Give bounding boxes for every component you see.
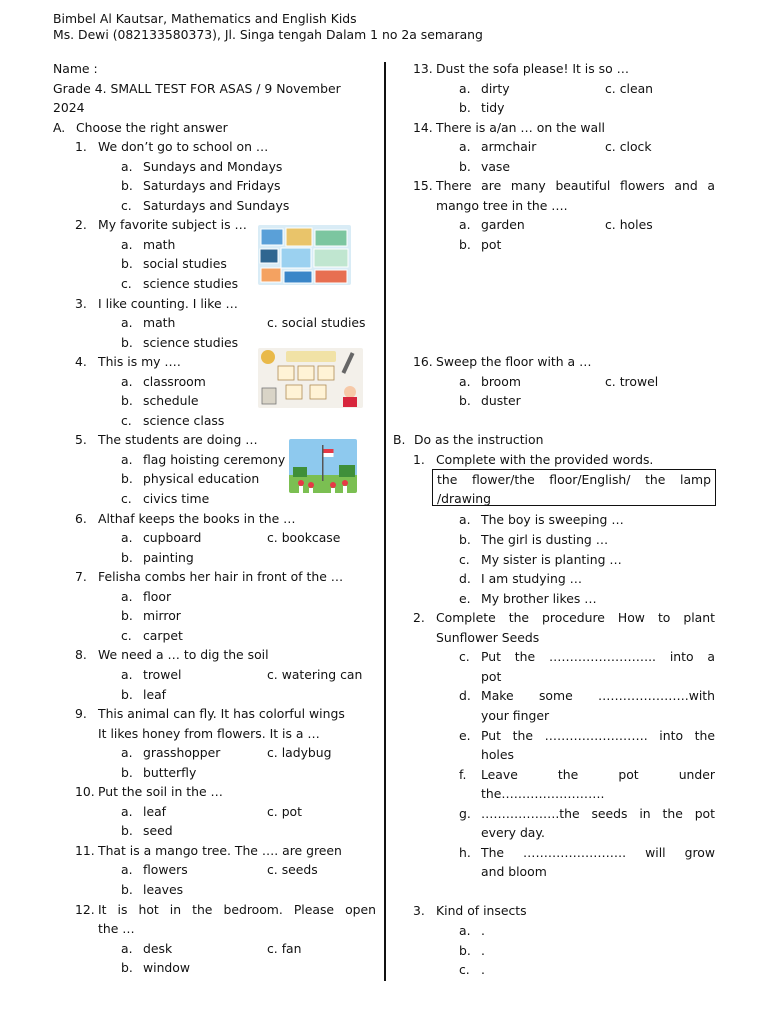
step-letter: c. <box>459 649 470 665</box>
option <box>53 821 376 841</box>
option-letter: b. <box>121 960 133 976</box>
option-text: tidy <box>481 100 505 116</box>
question-text: We don’t go to school on … <box>98 139 269 155</box>
option-letter: a. <box>121 530 133 546</box>
question-text: There are many beautiful flowers and a <box>436 178 715 194</box>
option-letter: a. <box>121 158 133 174</box>
option-text: civics time <box>143 491 210 507</box>
option-letter: c. <box>121 276 132 292</box>
option-text: seed <box>143 823 173 839</box>
question-10 <box>53 782 376 802</box>
option-c: c. pot <box>267 803 302 819</box>
option-c: c. social studies <box>267 315 366 331</box>
question-number: 2. <box>413 610 425 626</box>
question-number: 2. <box>75 217 87 233</box>
item-text: . <box>481 962 485 978</box>
question-text: My favorite subject is … <box>98 217 247 233</box>
item-letter: d. <box>459 571 471 587</box>
classroom-subjects-icon <box>258 225 351 285</box>
header-line-1: Bimbel Al Kautsar, Mathematics and English Kids <box>53 11 357 26</box>
option-text: Sundays and Mondays <box>143 158 283 174</box>
option <box>53 528 376 548</box>
option-text: science studies <box>143 276 239 292</box>
option-letter: b. <box>121 178 133 194</box>
option-text: social studies <box>143 256 227 272</box>
option-text: physical education <box>143 471 260 487</box>
option-letter: a. <box>121 315 133 331</box>
item-text: . <box>481 942 485 958</box>
procedure-step <box>393 765 715 785</box>
option <box>53 665 376 685</box>
question-11 <box>53 841 376 861</box>
option-letter: a. <box>459 139 471 155</box>
grade-title-year: 2024 <box>53 100 85 116</box>
step-letter: f. <box>459 766 467 782</box>
option <box>53 606 376 626</box>
option-letter: b. <box>121 686 133 702</box>
option <box>53 685 376 705</box>
step-text: Put the ……………………. into the <box>481 727 715 743</box>
option-c: c. clean <box>605 80 654 96</box>
question-number: 13. <box>413 61 433 76</box>
question-number: 1. <box>75 139 87 155</box>
option-letter: b. <box>459 158 471 174</box>
option-c: c. holes <box>605 217 653 233</box>
option-letter: a. <box>121 666 133 682</box>
question-number: 12. <box>75 901 95 917</box>
option-letter: a. <box>121 940 133 956</box>
item-text: I am studying … <box>481 571 583 587</box>
option-letter: a. <box>459 217 471 233</box>
option-text: flowers <box>143 862 188 878</box>
option <box>53 763 376 783</box>
insect-item <box>393 921 715 941</box>
option <box>393 372 715 392</box>
option-text: leaf <box>143 686 167 702</box>
step-text: ……………….the seeds in the pot <box>481 805 715 821</box>
option-text: duster <box>481 393 521 409</box>
option-c: c. fan <box>267 940 302 956</box>
question-13 <box>393 59 715 79</box>
option-text: butterfly <box>143 764 197 780</box>
option <box>53 626 376 646</box>
option-letter: a. <box>121 236 133 252</box>
option-text: broom <box>481 373 521 389</box>
question-number: 8. <box>75 647 87 663</box>
option <box>53 587 376 607</box>
b-part-2 <box>393 608 715 628</box>
question-14 <box>393 118 715 138</box>
option-letter: b. <box>121 823 133 839</box>
section-letter: A. <box>53 119 66 135</box>
question-number: 3. <box>413 903 425 919</box>
step-text-cont: pot <box>481 668 502 684</box>
section-title: Do as the instruction <box>414 432 544 448</box>
option-text: grasshopper <box>143 745 221 761</box>
option-text: classroom <box>143 373 206 389</box>
option-c: c. seeds <box>267 862 318 878</box>
schedule-board-icon <box>258 348 363 408</box>
question-text: Complete the procedure How to plant <box>436 610 715 626</box>
option <box>393 391 715 411</box>
question-6 <box>53 509 376 529</box>
question-text-cont: the … <box>98 921 135 937</box>
section-title: Choose the right answer <box>76 119 228 135</box>
question-number: 5. <box>75 432 87 448</box>
procedure-step <box>393 843 715 863</box>
option-text: science studies <box>143 334 239 350</box>
question-number: 15. <box>413 178 433 194</box>
question-number: 3. <box>75 295 87 311</box>
option-letter: a. <box>121 373 133 389</box>
question-text: Felisha combs her hair in front of the … <box>98 569 344 585</box>
option-letter: b. <box>121 608 133 624</box>
procedure-step <box>393 686 715 706</box>
option <box>53 860 376 880</box>
option-letter: b. <box>459 236 471 252</box>
option-text: cupboard <box>143 530 202 546</box>
question-1 <box>53 137 376 157</box>
option <box>53 880 376 900</box>
question-text: This animal can fly. It has colorful wings <box>98 706 345 722</box>
question-number: 10. <box>75 784 95 800</box>
procedure-step <box>393 647 715 667</box>
procedure-step-cont <box>393 823 715 843</box>
item-text: The boy is sweeping … <box>481 512 624 528</box>
item-letter: a. <box>459 922 471 938</box>
option-letter: a. <box>121 862 133 878</box>
option-text: desk <box>143 940 173 956</box>
step-letter: g. <box>459 805 471 821</box>
option-letter: c. <box>121 412 132 428</box>
option <box>53 958 376 978</box>
section-b-heading <box>393 430 715 450</box>
left-column <box>53 59 376 978</box>
option-text: leaf <box>143 803 167 819</box>
option-text: floor <box>143 588 172 604</box>
option <box>393 235 715 255</box>
question-text: I like counting. I like … <box>98 295 238 311</box>
question-15-cont <box>393 196 715 216</box>
question-9 <box>53 704 376 724</box>
step-letter: d. <box>459 688 471 704</box>
option <box>53 196 376 216</box>
section-letter: B. <box>393 432 406 448</box>
item-text: My brother likes … <box>481 590 597 606</box>
item-text: My sister is planting … <box>481 551 622 567</box>
option <box>53 743 376 763</box>
option-text: garden <box>481 217 525 233</box>
procedure-step-cont <box>393 862 715 882</box>
b-part-2-cont <box>393 628 715 648</box>
option-text: pot <box>481 236 502 252</box>
option-letter: b. <box>121 764 133 780</box>
question-text: The students are doing … <box>98 432 258 448</box>
item-text: . <box>481 922 485 938</box>
section-a-heading <box>53 118 376 138</box>
question-number: 1. <box>413 451 425 467</box>
item-letter: b. <box>459 532 471 548</box>
step-text-cont: the……………………. <box>481 786 605 802</box>
option <box>393 79 715 99</box>
option-text: painting <box>143 549 194 565</box>
option-letter: b. <box>121 393 133 409</box>
insect-item <box>393 960 715 980</box>
procedure-step <box>393 726 715 746</box>
question-16 <box>393 352 715 372</box>
item-letter: c. <box>459 551 470 567</box>
option-text: leaves <box>143 881 184 897</box>
step-text: The ……………………. will grow <box>481 844 715 860</box>
procedure-step-cont <box>393 706 715 726</box>
option-letter: a. <box>459 373 471 389</box>
step-text: Make some ………………….with <box>481 688 715 704</box>
column-divider <box>384 62 386 981</box>
question-number: 14. <box>413 119 433 135</box>
question-text-cont: It likes honey from flowers. It is a … <box>98 725 320 741</box>
item-letter: c. <box>459 962 470 978</box>
insect-item <box>393 941 715 961</box>
option-letter: b. <box>121 256 133 272</box>
item-letter: e. <box>459 590 471 606</box>
item-letter: a. <box>459 512 471 528</box>
option-c: c. watering can <box>267 666 363 682</box>
option-c: c. trowel <box>605 373 659 389</box>
option <box>53 157 376 177</box>
step-text-cont: holes <box>481 747 514 763</box>
question-text: Sweep the floor with a … <box>436 354 592 370</box>
option <box>53 176 376 196</box>
option-text: trowel <box>143 666 182 682</box>
question-number: 6. <box>75 510 87 526</box>
question-text: There is a/an … on the wall <box>436 119 606 135</box>
question-number: 7. <box>75 569 87 585</box>
step-text-cont: your finger <box>481 707 550 723</box>
option-text: schedule <box>143 393 199 409</box>
question-number: 4. <box>75 354 87 370</box>
option <box>53 411 376 431</box>
option <box>393 98 715 118</box>
question-text: It is hot in the bedroom. Please open <box>98 901 376 917</box>
procedure-step <box>393 804 715 824</box>
question-8 <box>53 645 376 665</box>
question-text: Complete with the provided words. <box>436 451 654 467</box>
option-letter: c. <box>121 627 132 643</box>
question-text: Put the soil in the … <box>98 784 223 800</box>
step-text-cont: every day. <box>481 825 545 841</box>
fill-item <box>393 569 715 589</box>
name-label: Name : <box>53 61 98 76</box>
procedure-step-cont <box>393 784 715 804</box>
provided-words-box <box>432 469 716 506</box>
option <box>53 548 376 568</box>
option-c: c. ladybug <box>267 745 332 761</box>
procedure-step-cont <box>393 667 715 687</box>
option-letter: c. <box>121 491 132 507</box>
option-letter: a. <box>121 451 133 467</box>
item-letter: b. <box>459 942 471 958</box>
question-12 <box>53 900 376 920</box>
option-text: mirror <box>143 608 181 624</box>
option <box>393 215 715 235</box>
option <box>393 157 715 177</box>
question-number: 11. <box>75 842 95 858</box>
question-text: Kind of insects <box>436 903 527 919</box>
option-text: window <box>143 960 191 976</box>
option-c: c. clock <box>605 139 652 155</box>
item-text: The girl is dusting … <box>481 532 609 548</box>
option-letter: a. <box>121 803 133 819</box>
step-letter: e. <box>459 727 471 743</box>
question-7 <box>53 567 376 587</box>
question-9-cont <box>53 724 376 744</box>
option-letter: a. <box>121 588 133 604</box>
question-text: We need a … to dig the soil <box>98 647 269 663</box>
question-text: This is my …. <box>98 354 181 370</box>
option-text: Saturdays and Fridays <box>143 178 281 194</box>
fill-item <box>393 530 715 550</box>
header-line-2: Ms. Dewi (082133580373), Jl. Singa tengah Dalam 1 no 2a semarang <box>53 27 483 42</box>
question-12-cont <box>53 919 376 939</box>
option-text: math <box>143 315 176 331</box>
option <box>53 939 376 959</box>
option-letter: b. <box>121 549 133 565</box>
option-letter: b. <box>459 393 471 409</box>
option-text: armchair <box>481 139 537 155</box>
question-text: Dust the sofa please! It is so … <box>436 61 630 76</box>
option-text: flag hoisting ceremony <box>143 451 286 467</box>
fill-item <box>393 589 715 609</box>
provided-words-line-1: the flower/the floor/English/ the lamp <box>437 472 711 487</box>
fill-item <box>393 550 715 570</box>
option-text: science class <box>143 412 225 428</box>
step-text: Put the …………………….. into a <box>481 649 715 665</box>
option-text: dirty <box>481 80 510 96</box>
step-text: Leave the pot under <box>481 766 715 782</box>
question-text-cont: Sunflower Seeds <box>436 629 540 645</box>
step-letter: h. <box>459 844 471 860</box>
flag-ceremony-icon <box>289 439 357 493</box>
option-letter: a. <box>459 80 471 96</box>
procedure-step-cont <box>393 745 715 765</box>
question-15 <box>393 176 715 196</box>
option-letter: b. <box>121 334 133 350</box>
option-text: Saturdays and Sundays <box>143 197 290 213</box>
option <box>53 313 376 333</box>
question-number: 9. <box>75 706 87 722</box>
question-number: 16. <box>413 354 433 370</box>
option <box>393 137 715 157</box>
option-letter: b. <box>121 881 133 897</box>
option <box>53 802 376 822</box>
grade-title: Grade 4. SMALL TEST FOR ASAS / 9 November <box>53 80 341 96</box>
step-text-cont: and bloom <box>481 864 547 880</box>
option-letter: b. <box>121 471 133 487</box>
option-text: vase <box>481 158 511 174</box>
option-letter: a. <box>121 745 133 761</box>
b-part-3 <box>393 901 715 921</box>
option-letter: b. <box>459 100 471 116</box>
question-text-cont: mango tree in the …. <box>436 197 568 213</box>
question-text: Althaf keeps the books in the … <box>98 510 296 526</box>
provided-words-line-2: /drawing <box>437 491 492 506</box>
b-part-1 <box>393 450 715 470</box>
option-text: carpet <box>143 627 183 643</box>
option-letter: c. <box>121 197 132 213</box>
question-text: That is a mango tree. The …. are green <box>98 842 342 858</box>
right-column <box>393 59 715 980</box>
option-c: c. bookcase <box>267 530 341 546</box>
option-text: math <box>143 236 176 252</box>
fill-item <box>393 510 715 530</box>
question-3 <box>53 294 376 314</box>
